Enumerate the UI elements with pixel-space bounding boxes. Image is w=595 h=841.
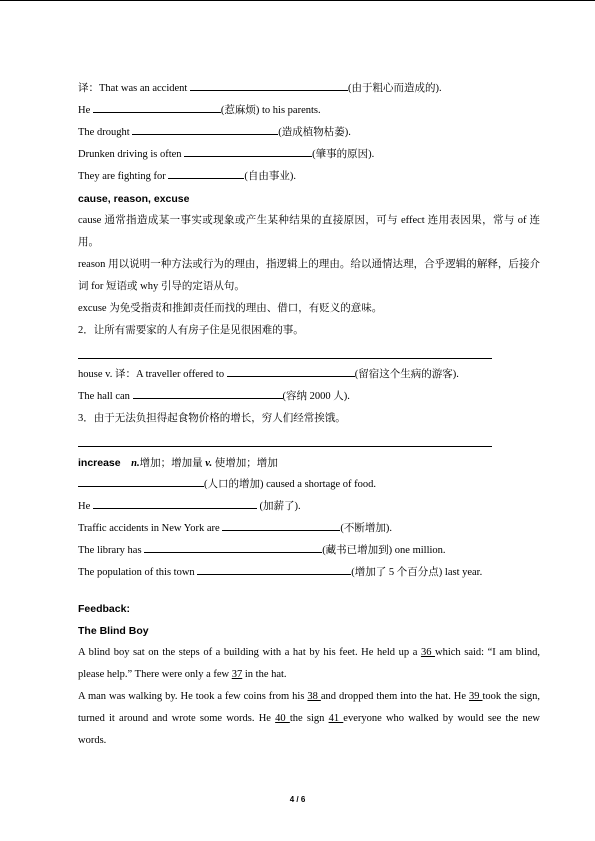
blank-36[interactable]: 36 [420, 647, 436, 658]
answer-blank[interactable] [197, 562, 351, 575]
answer-blank[interactable] [222, 518, 340, 531]
answer-blank[interactable] [93, 100, 221, 113]
line-text: He [78, 105, 93, 116]
story-text: took the sign, turned it around and wrote some words. He [78, 691, 541, 724]
translation-line [78, 100, 540, 122]
line-text: (不断增加). [340, 523, 392, 534]
line-text: (肇事的原因). [312, 149, 375, 160]
translation-line [78, 166, 540, 188]
blank-38[interactable]: 38 [307, 691, 321, 702]
translation-line [78, 474, 540, 496]
part-of-speech: n. [131, 458, 140, 469]
definition-paragraph: cause 通常指造成某一事实或现象或产生某种结果的直接原因，可与 effect 连用表因果，常与 of 连用。 [78, 215, 540, 248]
document-page [78, 78, 540, 752]
blank-41[interactable]: 41 [328, 713, 344, 724]
word-entry [78, 452, 540, 474]
translation-line [78, 364, 540, 386]
answer-blank[interactable] [132, 122, 278, 135]
blank-40[interactable]: 40 [275, 713, 290, 724]
blank-37[interactable]: 37 [231, 669, 243, 680]
line-text: (造成植物枯萎). [278, 127, 351, 138]
entry-word: increase [78, 457, 121, 469]
question-line: 2．让所有需要家的人有房子住是见很困难的事。 [78, 325, 304, 336]
answer-blank[interactable] [144, 540, 322, 553]
translation-line [78, 386, 540, 408]
translation-line [78, 562, 540, 584]
line-text: The drought [78, 127, 133, 138]
line-text: (自由事业). [244, 171, 297, 182]
line-text: Drunken driving is often [78, 149, 185, 160]
translation-line [78, 496, 540, 518]
definition-paragraph: excuse 为免受指责和推卸责任而找的理由、借口，有贬义的意味。 [78, 303, 383, 314]
top-border [0, 0, 595, 1]
line-text: (容纳 2000 人). [282, 391, 350, 402]
line-text: Traffic accidents in New York are [78, 523, 223, 534]
line-text: The hall can [78, 391, 133, 402]
answer-blank[interactable] [184, 144, 312, 157]
definition: 使增加；增加 [212, 458, 278, 469]
line-text: They are fighting for [78, 171, 169, 182]
feedback-label: Feedback: [78, 603, 130, 615]
story-text: A blind boy sat on the steps of a building with a hat by his feet. He held up a [78, 647, 421, 658]
answer-blank[interactable] [78, 474, 204, 487]
story-text: which said: “I am blind, please help.” There were only a few [78, 647, 540, 680]
line-text: (由于粗心而造成的). [347, 83, 442, 94]
definition-paragraph: reason 用以说明一种方法或行为的理由，指逻辑上的理由。给以通情达理，合乎逻辑的解释，后接介词 for 短语或 why 引导的定语从句。 [78, 259, 540, 292]
line-text: The population of this town [78, 567, 198, 578]
translation-line [78, 518, 540, 540]
story-body [78, 642, 540, 752]
story-paragraph [78, 686, 540, 752]
line-text: (藏书已增加到) one million. [322, 545, 446, 556]
line-text: He [78, 501, 93, 512]
answer-rule[interactable] [78, 342, 540, 364]
story-text: the sign [289, 713, 329, 724]
answer-blank[interactable] [190, 78, 348, 91]
answer-rule[interactable] [78, 430, 540, 452]
translation-line [78, 122, 540, 144]
answer-blank[interactable] [133, 386, 283, 399]
story-text: and dropped them into the hat. He [320, 691, 469, 702]
translation-line [78, 78, 540, 100]
story-title: The Blind Boy [78, 625, 149, 637]
section-heading: cause, reason, excuse [78, 193, 190, 205]
part-of-speech: v. [205, 458, 213, 469]
story-text: everyone who walked by would see the new words. [78, 713, 541, 746]
line-text: (加薪了). [256, 501, 301, 512]
page-number: 4 / 6 [289, 795, 306, 804]
answer-blank[interactable] [93, 496, 257, 509]
answer-blank[interactable] [168, 166, 244, 179]
line-text: (人口的增加) caused a shortage of food. [204, 479, 377, 490]
blank-39[interactable]: 39 [469, 691, 483, 702]
line-text: 译：That was an accident [78, 83, 190, 94]
question-line: 3．由于无法负担得起食物价格的增长，穷人们经常挨饿。 [78, 413, 346, 424]
answer-blank[interactable] [227, 364, 355, 377]
line-text: house v. 译：A traveller offered to [78, 369, 227, 380]
story-text: in the hat. [242, 669, 287, 680]
line-text: (惹麻烦) to his parents. [220, 105, 321, 116]
story-text: A man was walking by. He took a few coins from his [78, 691, 308, 702]
translation-line [78, 540, 540, 562]
line-text: The library has [78, 545, 145, 556]
definition: 增加；增加量 [139, 458, 206, 469]
story-paragraph [78, 642, 540, 686]
line-text: (增加了 5 个百分点) last year. [351, 567, 483, 578]
line-text: (留宿这个生病的游客). [354, 369, 459, 380]
spacer [78, 584, 540, 598]
translation-line [78, 144, 540, 166]
